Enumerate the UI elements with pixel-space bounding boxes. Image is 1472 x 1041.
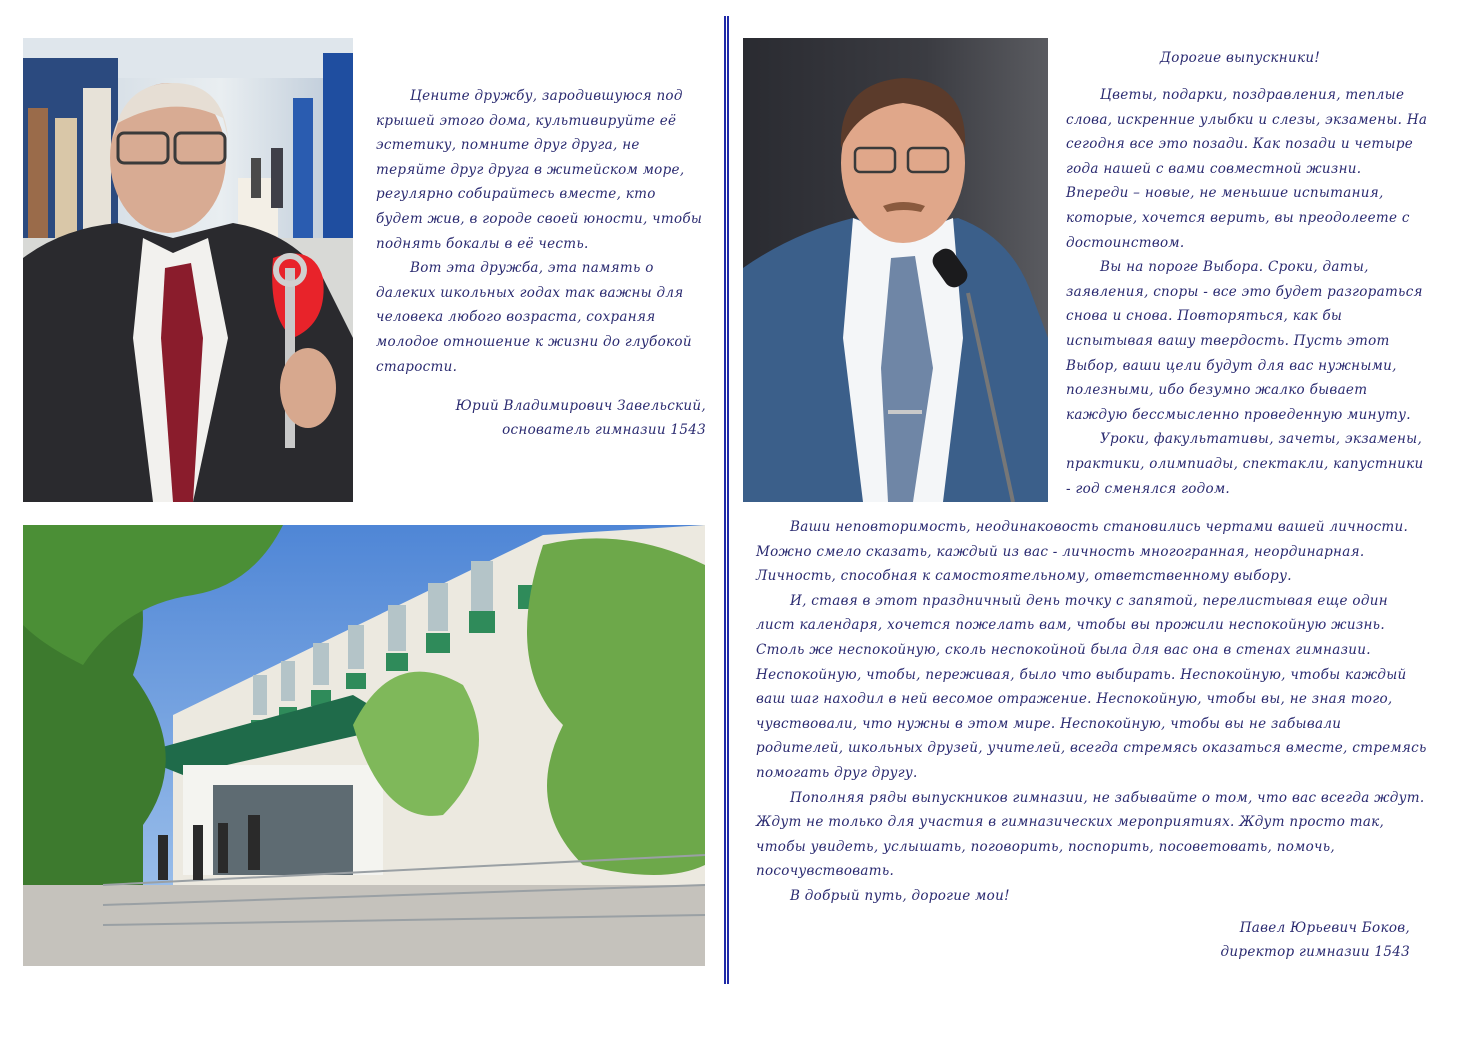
founder-photo <box>23 38 353 502</box>
signature-name: Павел Юрьевич Боков, <box>1239 920 1410 936</box>
page-divider <box>724 16 729 984</box>
letter-paragraph: И, ставя в этот праздничный день точку с запятой, перелистывая еще один лист календаря, хочется пожелать вам, чтобы вы прожили неспокойную жизнь. Столь же неспокойную, сколь неспокойной была для вас она в стенах гимназии. Неспокойную, чтобы, переживая, было что выбирать. Неспокойную, чтобы каждый ваш шаг находил в ней весомое отражение. Неспокойную, чтобы вы, не зная того, чувствовали, что нужны в этом мире. Неспокойную, чтобы вы не забывали родителей, школьных друзей, учителей, всегда стремясь оказаться вместе, стремясь помогать друг другу. <box>756 592 1427 781</box>
letter-body-top <box>1066 83 1428 501</box>
greeting-text: Дорогие выпускники! <box>1159 50 1321 66</box>
signature-role: директор гимназии 1543 <box>1220 944 1410 960</box>
letter-greeting <box>1060 50 1420 66</box>
letter-paragraph: Ваши неповторимость, неодинаковость становились чертами вашей личности. Можно смело сказать, каждый из вас - личность многогранная, неординарная. Личность, способная к самостоятельному, ответственному выбору. <box>756 519 1409 585</box>
letter-paragraph: Вы на пороге Выбора. Сроки, даты, заявления, споры - все это будет разгораться снова и снова. Повторяться, как бы испытывая вашу твердость. Пусть этот Выбор, ваши цели будут для вас нужными, полезными, ибо безумно жалко бывает каждую бессмысленно проведенную минуту. <box>1066 259 1423 423</box>
school-building-photo <box>23 525 705 966</box>
director-signature <box>1120 916 1410 964</box>
signature-name: Юрий Владимирович Завельский, <box>455 398 706 414</box>
letter-paragraph: Уроки, факультативы, зачеты, экзамены, практики, олимпиады, спектакли, капустники - год сменялся годом. <box>1066 431 1424 497</box>
signature-role: основатель гимназии 1543 <box>502 422 706 438</box>
founder-quote <box>376 84 706 379</box>
quote-paragraph: Вот эта дружба, эта память о далеких школьных годах так важны для человека любого возраста, сохраняя молодое отношение к жизни до глубокой старости. <box>376 260 692 375</box>
letter-paragraph: Пополняя ряды выпускников гимназии, не забывайте о том, что вас всегда ждут. Ждут не только для участия в гимназических мероприятиях. Ждут просто так, чтобы увидеть, услышать, поговорить, поспорить, посоветовать, помочь, посочувствовать. <box>756 789 1425 880</box>
letter-paragraph: Цветы, подарки, поздравления, теплые слова, искренние улыбки и слезы, экзамены. На сегодня все это позади. Как позади и четыре года нашей с вами совместной жизни. Впереди – новые, не меньшие испытания, которые, хочется верить, вы преодолеете с достоинством. <box>1066 87 1428 251</box>
founder-signature <box>376 394 706 442</box>
quote-paragraph: Цените дружбу, зародившуюся под крышей этого дома, культивируйте её эстетику, помните друг друга, не теряйте друг друга в житейском море, регулярно собирайтесь вместе, кто будет жив, в городе своей юности, чтобы поднять бокалы в её честь. <box>376 88 703 252</box>
letter-paragraph: В добрый путь, дорогие мои! <box>790 887 1010 904</box>
director-photo <box>743 38 1048 502</box>
letter-body-bottom <box>756 515 1428 909</box>
